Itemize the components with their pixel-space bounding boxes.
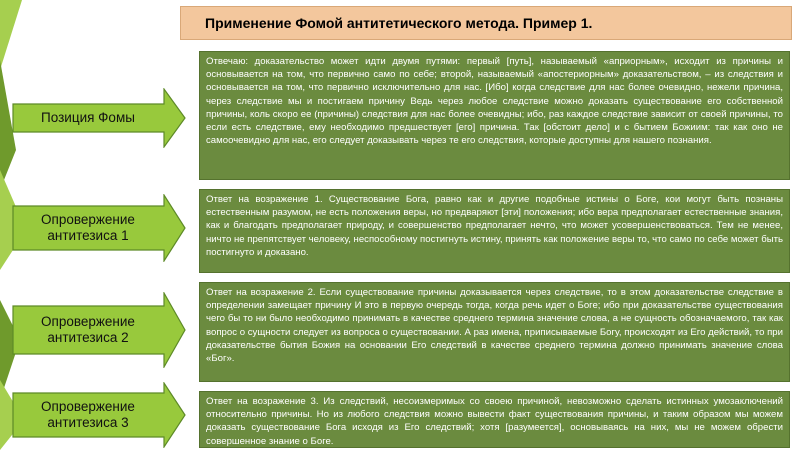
arrow-refutation-1 xyxy=(12,194,186,262)
panel-text: Отвечаю: доказательство может идти двумя путями: первый [путь], называемый «априорным», исходит из причины и основывается на том, что первично само по себе; второй, называемый «апостериорным» доказательством, – из следствия и основывается на том, что первично исключительно для нас. [Ибо] когда следствие для нас более очевидно, нежели причина, через следствие мы и постигаем причину Ведь через любое следствие можно доказать существование его собственной причины, коль скоро ее (причины) следствия для нас более очевидны; ибо, раз каждое следствие зависит от своей причины, то если есть следствие, ему необходимо предшествует [его] причина. Так [обстоит дело] и с бытием Божиим: так как оно не самоочевидно для нас, его следует доказывать через те его следствия, которые доступны для нашего познания. xyxy=(206,56,783,147)
arrow-thomas-position xyxy=(12,88,186,148)
arrow-refutation-3 xyxy=(12,382,186,448)
arrow-refutation-2 xyxy=(12,292,186,368)
arrow-label: Опровержение антитезиса 2 xyxy=(41,314,135,345)
panel-text: Ответ на возражение 2. Если существование причины доказывается через следствие, то в этом доказательстве следствие в определении замещает причину И это в первую очередь тогда, когда речь идет о Боге; ибо при доказательстве существования чего бы то ни было необходимо принимать в качестве среднего термина значение слова, а не сущность обозначаемого, так как вопрос о сущности следует из вопроса о существовании. А раз имена, приписываемые Богу, происходят из Его действий, то при доказательстве бытия Божия на основании Его следствий в качестве среднего термина должно принимать значение слова «Бог». xyxy=(206,287,783,365)
slide-title-text: Применение Фомой антитетического метода. Пример 1. xyxy=(205,15,593,31)
panel-text: Ответ на возражение 3. Из следствий, несоизмеримых со своею причиной, невозможно сделать истинных умозаключений относительно причины. Но из любого следствия можно вывести факт существования причины, и таким образом мы можем доказать существование Бога исходя из Его следствий; хотя [разумеется], основываясь на них, мы не можем обрести совершенное знание о Боге. xyxy=(206,396,783,447)
text-panel-refutation-2 xyxy=(199,282,790,382)
slide-title xyxy=(180,6,792,40)
panel-text: Ответ на возражение 1. Существование Бога, равно как и другие подобные истины о Боге, кои могут быть познаны естественным разумом, не есть положения веры, но предваряют [эти] положения; ибо вера предполагает естественные знания, как и благодать предполагает природу, и совершенство предполагает нечто, что может усовершенствоваться. Тем не менее, ничто не препятствует человеку, неспособному постигнуть истину, принять как положение веры то, что само по себе может быть постигнуто и доказано. xyxy=(206,194,783,258)
text-panel-refutation-3 xyxy=(199,391,790,448)
arrow-label: Опровержение антитезиса 1 xyxy=(41,212,135,243)
text-panel-refutation-1 xyxy=(199,189,790,273)
arrow-label: Опровержение антитезиса 3 xyxy=(41,399,135,430)
text-panel-thomas-position xyxy=(199,51,790,180)
arrow-label: Позиция Фомы xyxy=(41,110,135,125)
